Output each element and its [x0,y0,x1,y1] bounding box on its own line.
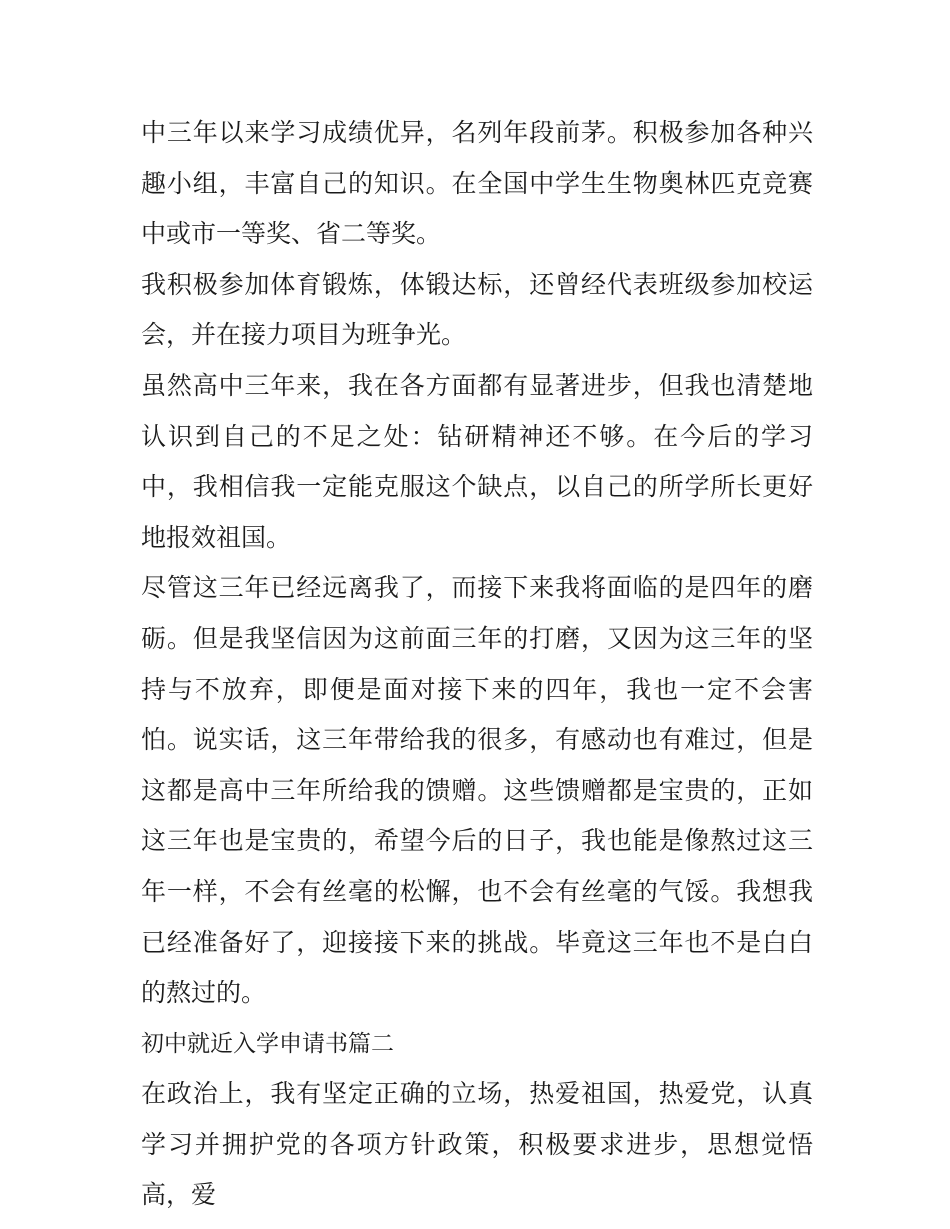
document-body [141,108,813,1221]
paragraph-politics: 在政治上，我有坚定正确的立场，热爱祖国，热爱党，认真学习并拥护党的各项方针政策，积极要求进步，思想觉悟高，爱 [141,1079,813,1210]
paragraph-academic: 中三年以来学习成绩优异，名列年段前茅。积极参加各种兴趣小组，丰富自己的知识。在全国中学生生物奥林匹克竞赛中或市一等奖、省二等奖。 [141,118,813,249]
paragraph-self-reflection: 虽然高中三年来，我在各方面都有显著进步，但我也清楚地认识到自己的不足之处：钻研精神还不够。在今后的学习中，我相信我一定能克服这个缺点，以自己的所学所长更好地报效祖国。 [141,370,813,552]
paragraph-future: 尽管这三年已经远离我了，而接下来我将面临的是四年的磨砺。但是我坚信因为这前面三年的打磨，又因为这三年的坚持与不放弃，即便是面对接下来的四年，我也一定不会害怕。说实话，这三年带给我的很多，有感动也有难过，但是这都是高中三年所给我的馈赠。这些馈赠都是宝贵的，正如这三年也是宝贵的，希望今后的日子，我也能是像熬过这三年一样，不会有丝毫的松懈，也不会有丝毫的气馁。我想我已经准备好了，迎接接下来的挑战。毕竟这三年也不是白白的熬过的。 [141,573,813,1008]
section-heading: 初中就近入学申请书篇二 [141,1030,394,1057]
paragraph-sports: 我积极参加体育锻炼，体锻达标，还曾经代表班级参加校运会，并在接力项目为班争光。 [141,269,813,350]
